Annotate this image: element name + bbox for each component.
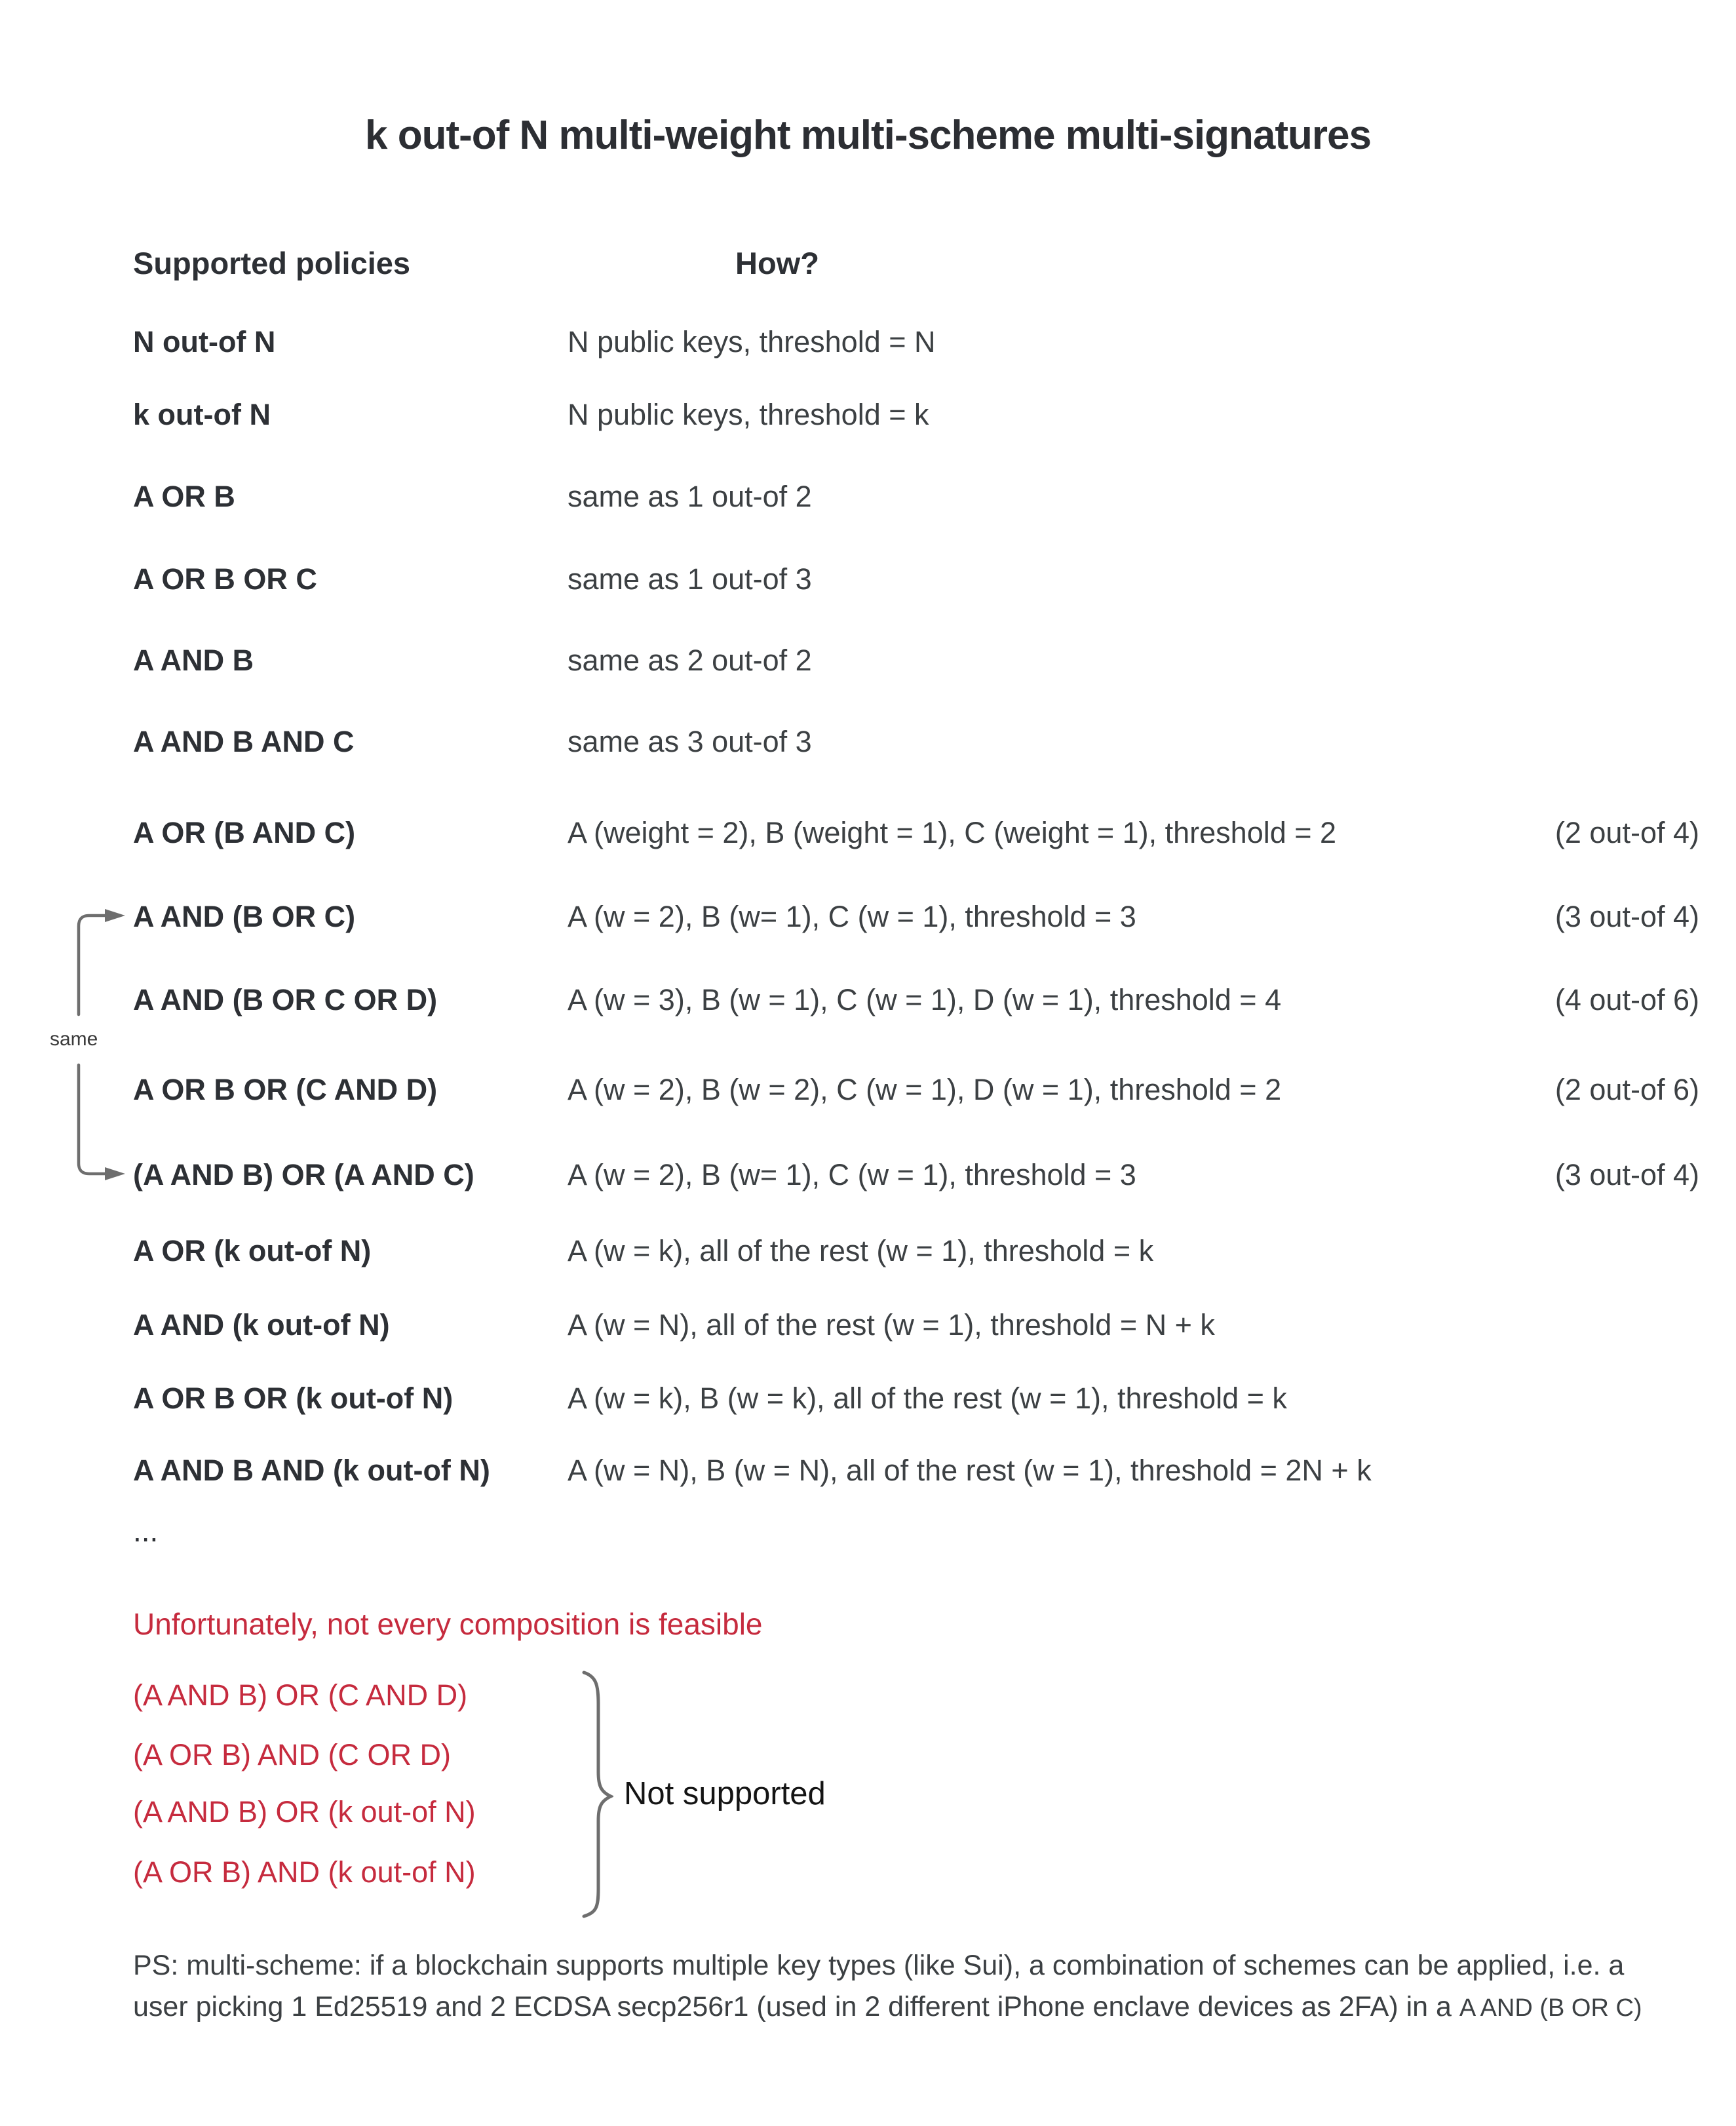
policy-cell: A AND B AND (k out-of N) bbox=[133, 1454, 490, 1487]
how-cell: same as 3 out-of 3 bbox=[568, 725, 812, 758]
how-cell: A (w = 2), B (w= 1), C (w = 1), threshold = 3 bbox=[568, 900, 1136, 933]
policy-cell: A AND (k out-of N) bbox=[133, 1308, 390, 1342]
infeasible-heading: Unfortunately, not every composition is feasible bbox=[133, 1607, 763, 1641]
policy-row bbox=[133, 1308, 1699, 1342]
policy-cell: k out-of N bbox=[133, 398, 271, 431]
policy-cell: A OR B OR C bbox=[133, 562, 317, 596]
how-cell: A (weight = 2), B (weight = 1), C (weight = 1), threshold = 2 bbox=[568, 816, 1337, 849]
how-cell: A (w = N), B (w = N), all of the rest (w = 1), threshold = 2N + k bbox=[568, 1454, 1372, 1487]
ps-text: PS: multi-scheme: if a blockchain supports multiple key types (like Sui), a combination of schemes can be applied, i.e. a user picking 1 Ed25519 and 2 ECDSA secp256r1 (used in 2 different iPhone enclave devices as 2FA) in a bbox=[133, 1950, 1625, 2022]
policy-cell: A AND (B OR C OR D) bbox=[133, 983, 438, 1016]
outof-cell: (3 out-of 4) bbox=[1554, 900, 1699, 933]
how-cell: A (w = N), all of the rest (w = 1), threshold = N + k bbox=[568, 1308, 1215, 1342]
policy-cell: A AND B AND C bbox=[133, 725, 355, 758]
column-header-how: How? bbox=[735, 246, 819, 280]
outof-cell: (4 out-of 6) bbox=[1554, 983, 1699, 1016]
infeasible-item: (A AND B) OR (C AND D) bbox=[133, 1678, 468, 1712]
outof-cell: (2 out-of 4) bbox=[1554, 816, 1699, 849]
page-title: k out-of N multi-weight multi-scheme multi-signatures bbox=[365, 113, 1371, 158]
ps-note bbox=[133, 1945, 1657, 2029]
policy-cell: N out-of N bbox=[133, 325, 276, 358]
outof-cell: (3 out-of 4) bbox=[1554, 1158, 1699, 1191]
column-header-supported-policies: Supported policies bbox=[133, 246, 411, 280]
policy-row bbox=[133, 562, 1699, 596]
policy-row bbox=[133, 1073, 1699, 1107]
policy-row bbox=[133, 644, 1699, 678]
policy-cell: A AND B bbox=[133, 644, 254, 677]
infeasible-item: (A OR B) AND (C OR D) bbox=[133, 1738, 452, 1771]
how-cell: A (w = k), all of the rest (w = 1), threshold = k bbox=[568, 1234, 1154, 1267]
how-cell: N public keys, threshold = N bbox=[568, 325, 936, 358]
not-supported-label: Not supported bbox=[624, 1776, 826, 1811]
policy-cell: (A AND B) OR (A AND C) bbox=[133, 1158, 474, 1191]
outof-cell: (2 out-of 6) bbox=[1554, 1073, 1699, 1106]
policy-cell: A AND (B OR C) bbox=[133, 900, 356, 933]
arrow-right-icon bbox=[105, 1167, 125, 1180]
policy-row bbox=[133, 1454, 1699, 1488]
how-cell: same as 2 out-of 2 bbox=[568, 644, 812, 677]
policy-row bbox=[133, 983, 1699, 1017]
how-cell: A (w = 2), B (w= 1), C (w = 1), threshold = 3 bbox=[568, 1158, 1136, 1191]
how-cell: same as 1 out-of 3 bbox=[568, 562, 812, 596]
crop-indicator-bar-top bbox=[49, 7, 1688, 26]
table-ellipsis: ... bbox=[133, 1514, 159, 1548]
policy-row bbox=[133, 900, 1699, 934]
ps-policy-expression: A AND (B OR C) bbox=[1459, 1994, 1642, 2022]
how-cell: same as 1 out-of 2 bbox=[568, 480, 812, 513]
policy-row bbox=[133, 1234, 1699, 1268]
arrow-right-icon bbox=[105, 909, 125, 922]
policy-row bbox=[133, 1158, 1699, 1192]
policy-row bbox=[133, 480, 1699, 514]
how-cell: A (w = 2), B (w = 2), C (w = 1), D (w = 1), threshold = 2 bbox=[568, 1073, 1282, 1106]
how-cell: A (w = 3), B (w = 1), C (w = 1), D (w = 1), threshold = 4 bbox=[568, 983, 1282, 1016]
infeasible-item: (A AND B) OR (k out-of N) bbox=[133, 1795, 476, 1828]
policy-row bbox=[133, 325, 1699, 359]
policy-cell: A OR (k out-of N) bbox=[133, 1234, 372, 1267]
infeasible-item: (A OR B) AND (k out-of N) bbox=[133, 1855, 476, 1889]
policy-cell: A OR B bbox=[133, 480, 235, 513]
same-label: same bbox=[50, 1028, 98, 1050]
policy-row bbox=[133, 725, 1699, 759]
curly-brace-icon bbox=[579, 1670, 613, 1919]
policy-cell: A OR B OR (C AND D) bbox=[133, 1073, 438, 1106]
crop-indicator-bar-bottom bbox=[49, 2100, 1688, 2119]
policy-row bbox=[133, 398, 1699, 432]
how-cell: A (w = k), B (w = k), all of the rest (w = 1), threshold = k bbox=[568, 1382, 1287, 1415]
policy-row bbox=[133, 816, 1699, 850]
policy-row bbox=[133, 1382, 1699, 1416]
how-cell: N public keys, threshold = k bbox=[568, 398, 929, 431]
policy-cell: A OR B OR (k out-of N) bbox=[133, 1382, 453, 1415]
policy-cell: A OR (B AND C) bbox=[133, 816, 356, 849]
